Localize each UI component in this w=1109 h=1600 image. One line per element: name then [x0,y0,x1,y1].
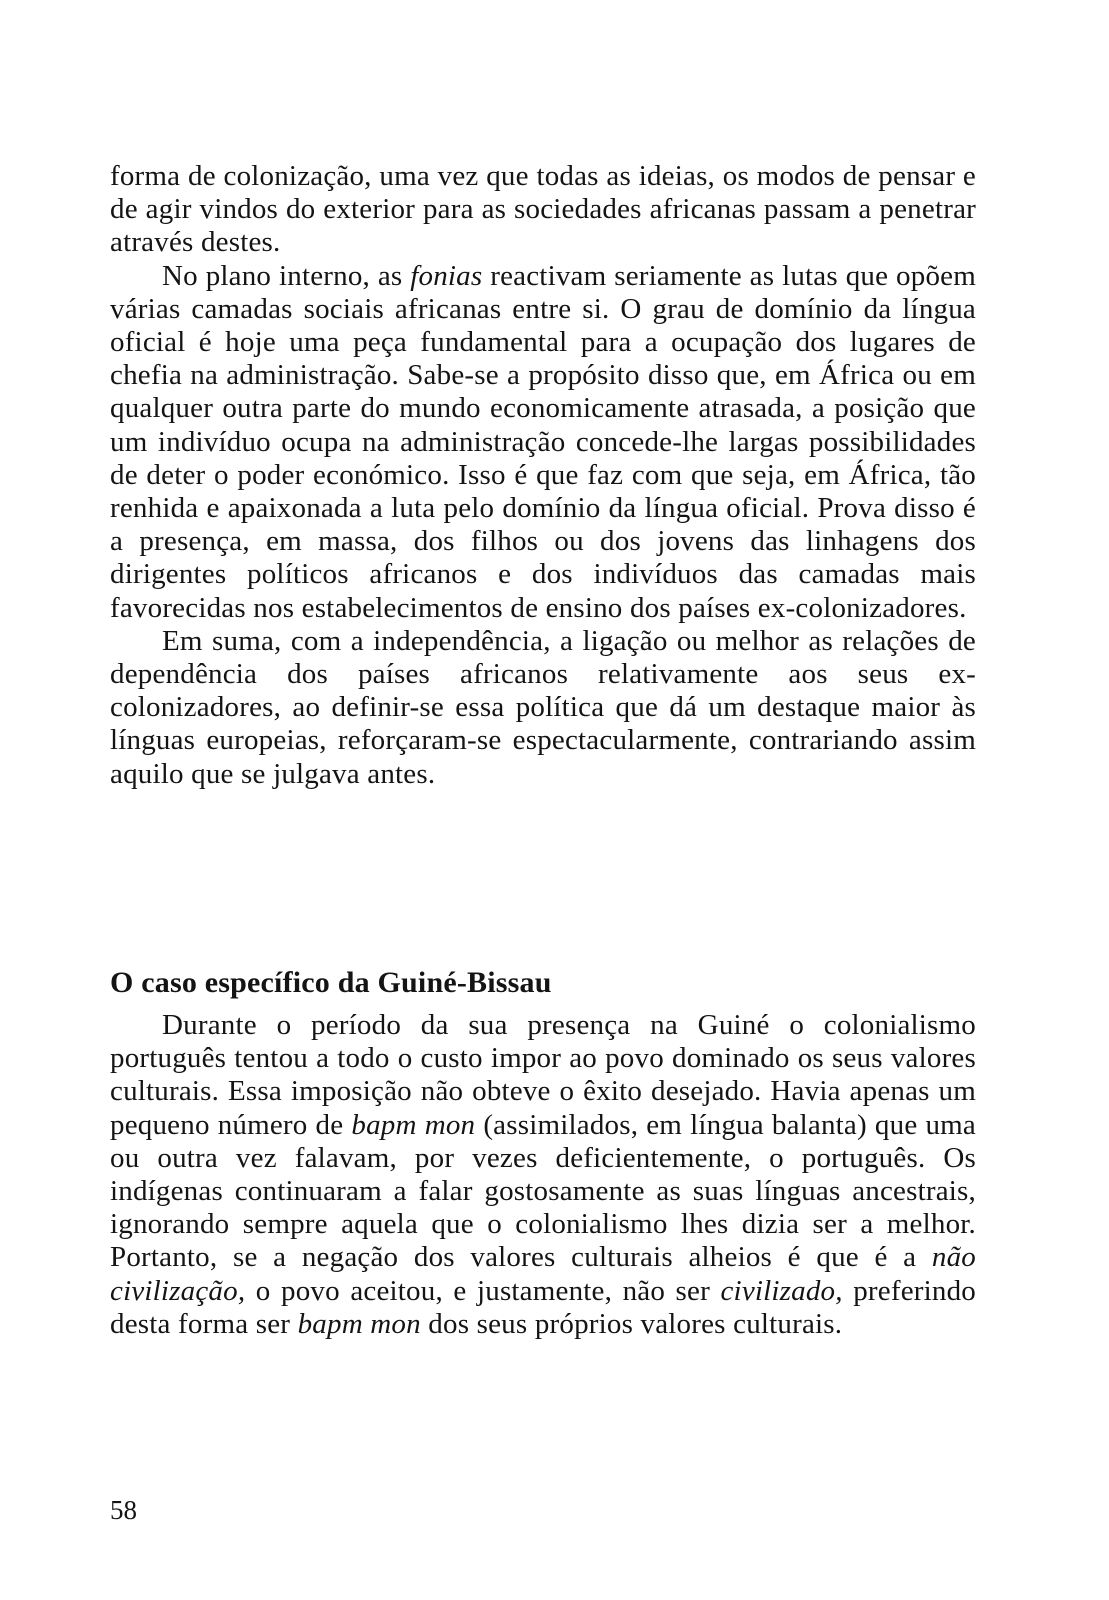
italic-term-civilizado: civilizado, [720,1274,843,1307]
text-run: dos seus próprios valores culturais. [420,1307,843,1340]
italic-term-nao-civilizacao: não civilização, [110,1241,976,1307]
italic-term-bapm-mon: bapm mon [351,1108,476,1141]
body-text-top [110,160,976,791]
italic-term-bapm-mon: bapm mon [297,1307,421,1340]
text-run: preferindo desta forma ser [110,1274,976,1340]
italic-term-fonias: fonias [410,259,483,292]
paragraph-internal-plane [110,260,976,625]
text-run: reactivam seriamente as lutas que opõem várias camadas sociais africanas entre si. O grau de domínio da língua oficial é hoje uma peça fundamental para a ocupação dos lugares de chefia na administração. Sabe-se a propósito disso que, em África ou em qualquer outra parte do mundo economicamente atrasada, a posição que um indivíduo ocupa na administração concede-lhe largas possibilidades de deter o poder económico. Isso é que faz com que seja, em África, tão renhida e apaixonada a luta pelo domínio da língua oficial. Prova disso é a presença, em massa, dos filhos ou dos jovens das linhagens dos dirigentes políticos africanos e dos indivíduos das camadas mais favorecidas nos estabelecimentos de ensino dos países ex-colonizadores. [110,259,976,624]
body-text-bottom [110,1009,976,1341]
paragraph-continuation: forma de colonização, uma vez que todas as ideias, os modos de pensar e de agir vindos do exterior para as sociedades africanas passam a penetrar através destes. [110,160,976,259]
section-heading: O caso específico da Guiné-Bissau [110,966,552,999]
paragraph-guinea-bissau [110,1009,976,1341]
text-run: o povo aceitou, e justamente, não ser [245,1274,721,1307]
text-run: No plano interno, as [162,259,411,292]
text-run: Durante o período da sua presença na Guiné o colonialismo português tentou a todo o custo impor ao povo dominado os seus valores culturais. Essa imposição não obteve o êxito desejado. Havia apenas um pequeno número de [110,1009,976,1141]
paragraph-summary: Em suma, com a independência, a ligação ou melhor as relações de dependência dos países africanos relativamente aos seus ex-colonizadores, ao definir-se essa política que dá um destaque maior às línguas europeias, reforçaram-se espectacularmente, contrariando assim aquilo que se julgava antes. [110,624,976,790]
text-run: (assimilados, em língua balanta) que uma ou outra vez falavam, por vezes deficientemente, o português. Os indígenas continuaram a falar gostosamente as suas línguas ancestrais, ignorando sempre aquela que o colonialismo lhes dizia ser a melhor. Portanto, se a negação dos valores culturais alheios é que é a [110,1108,976,1274]
page-number: 58 [110,1495,137,1525]
